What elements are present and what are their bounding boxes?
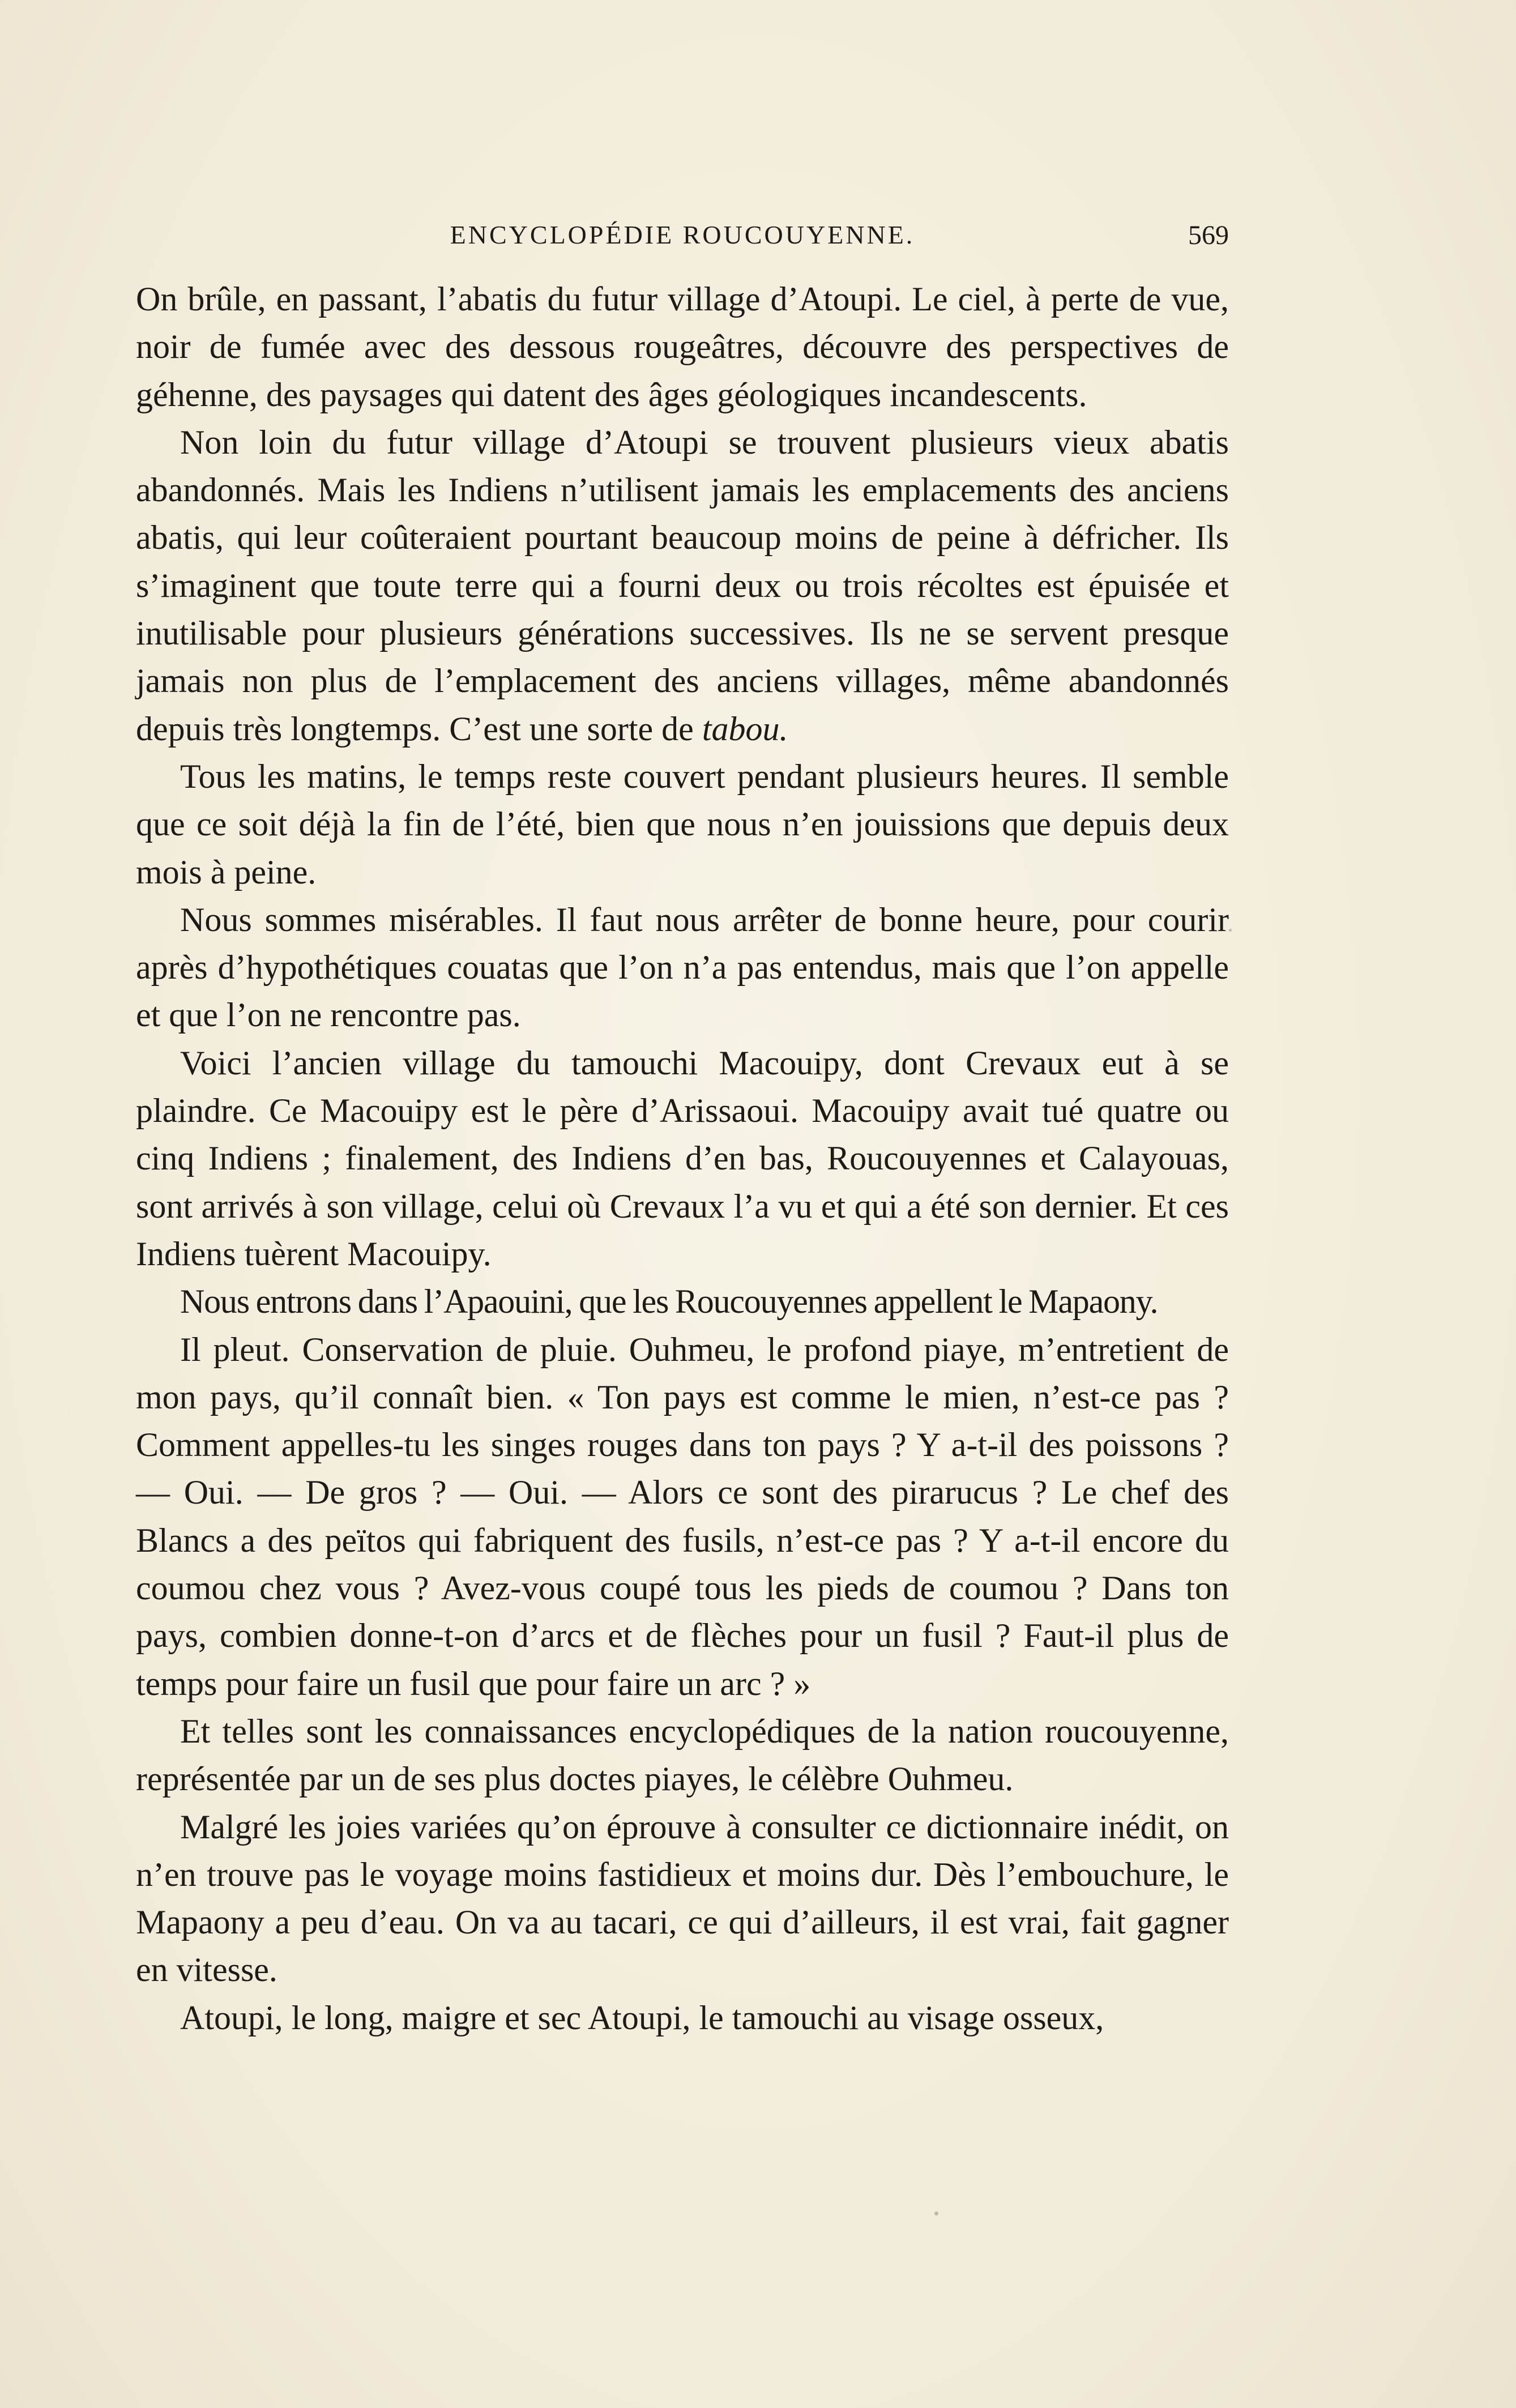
- paragraph-apaouini: Nous entrons dans l’Apaouini, que les Roucouyennes appellent le Mapaony.: [180, 1283, 1158, 1321]
- paragraph-macouipy: Voici l’ancien village du tamouchi Macouipy, dont Crevaux eut à se plaindre. Ce Macouipy est le père d’Arissaoui. Macouipy avait tué quatre ou cinq Indiens ; finalement, des Indiens d’en bas, Roucouyennes et Calayouas, sont arrivés à son village, celui où Crevaux l’a vu et qui a été son dernier. Et ces Indiens tuèrent Macouipy.: [136, 1044, 1229, 1273]
- paragraph-mapaony-journey: Malgré les joies variées qu’on éprouve à consulter ce dictionnaire inédit, on n’en trouve pas le voyage moins fastidieux et moins dur. Dès l’embouchure, le Mapaony a peu d’eau. On va au tacari, ce qui d’ailleurs, il est vrai, fait gagner en vitesse.: [136, 1808, 1229, 1989]
- paragraph-weather: Tous les matins, le temps reste couvert pendant plusieurs heures. Il semble que ce soit déjà la fin de l’été, bien que nous n’en jouissions que depuis deux mois à peine.: [136, 757, 1229, 891]
- running-head: ENCYCLOPÉDIE ROUCOUYENNE.: [450, 220, 915, 249]
- paragraph-atoupi: Atoupi, le long, maigre et sec Atoupi, le tamouchi au visage osseux,: [180, 1999, 1104, 2036]
- paragraph-ouhmeu-dialogue: Il pleut. Conservation de pluie. Ouhmeu, le profond piaye, m’entretient de mon pays, qu’il connaît bien. « Ton pays est comme le mien, n’est-ce pas ? Comment appelles-tu les singes rouges dans ton pays ? Y a-t-il des poissons ? — Oui. — De gros ? — Oui. — Alors ce sont des pirarucus ? Le chef des Blancs a des peïtos qui fabriquent des fusils, n’est-ce pas ? Y a-t-il encore du coumou chez vous ? Avez-vous coupé tous les pieds de coumou ? Dans ton pays, combien donne-t-on d’arcs et de flèches pour un fusil ? Faut-il plus de temps pour faire un fusil que pour faire un arc ? »: [136, 1330, 1229, 1702]
- italic-word-tabou: tabou.: [702, 710, 788, 748]
- paper-speck: [934, 2211, 938, 2215]
- page-number: 569: [1188, 220, 1229, 250]
- page-header: [136, 220, 1229, 254]
- paragraph-abatis-burning: On brûle, en passant, l’abatis du futur village d’Atoupi. Le ciel, à perte de vue, noir de fumée avec des dessous rougeâtres, découvre des perspectives de géhenne, des paysages qui datent des âges géologiques incandescents.: [136, 280, 1229, 413]
- paragraph-miserable: Nous sommes misérables. Il faut nous arrêter de bonne heure, pour courir après d’hypothétiques couatas que l’on n’a pas entendus, mais que l’on appelle et que l’on ne rencontre pas.: [136, 900, 1229, 1034]
- paragraph-old-abatis-text: Non loin du futur village d’Atoupi se trouvent plusieurs vieux abatis abandonnés. Mais les Indiens n’utilisent jamais les emplacements des anciens abatis, qui leur coûteraient pourtant beaucoup moins de peine à défricher. Ils s’imaginent que toute terre qui a fourni deux ou trois récoltes est épuisée et inutilisable pour plusieurs générations successives. Ils ne se servent presque jamais non plus de l’emplacement des anciens villages, même abandonnés depuis très longtemps. C’est une sorte de: [136, 423, 1229, 748]
- body-text: [136, 275, 1229, 2042]
- paper-speck: [1229, 929, 1232, 932]
- paragraph-old-abatis: [136, 419, 1229, 753]
- paragraph-encyclopedic-knowledge: Et telles sont les connaissances encyclopédiques de la nation roucouyenne, représentée par un de ses plus doctes piayes, le célèbre Ouhmeu.: [136, 1712, 1229, 1798]
